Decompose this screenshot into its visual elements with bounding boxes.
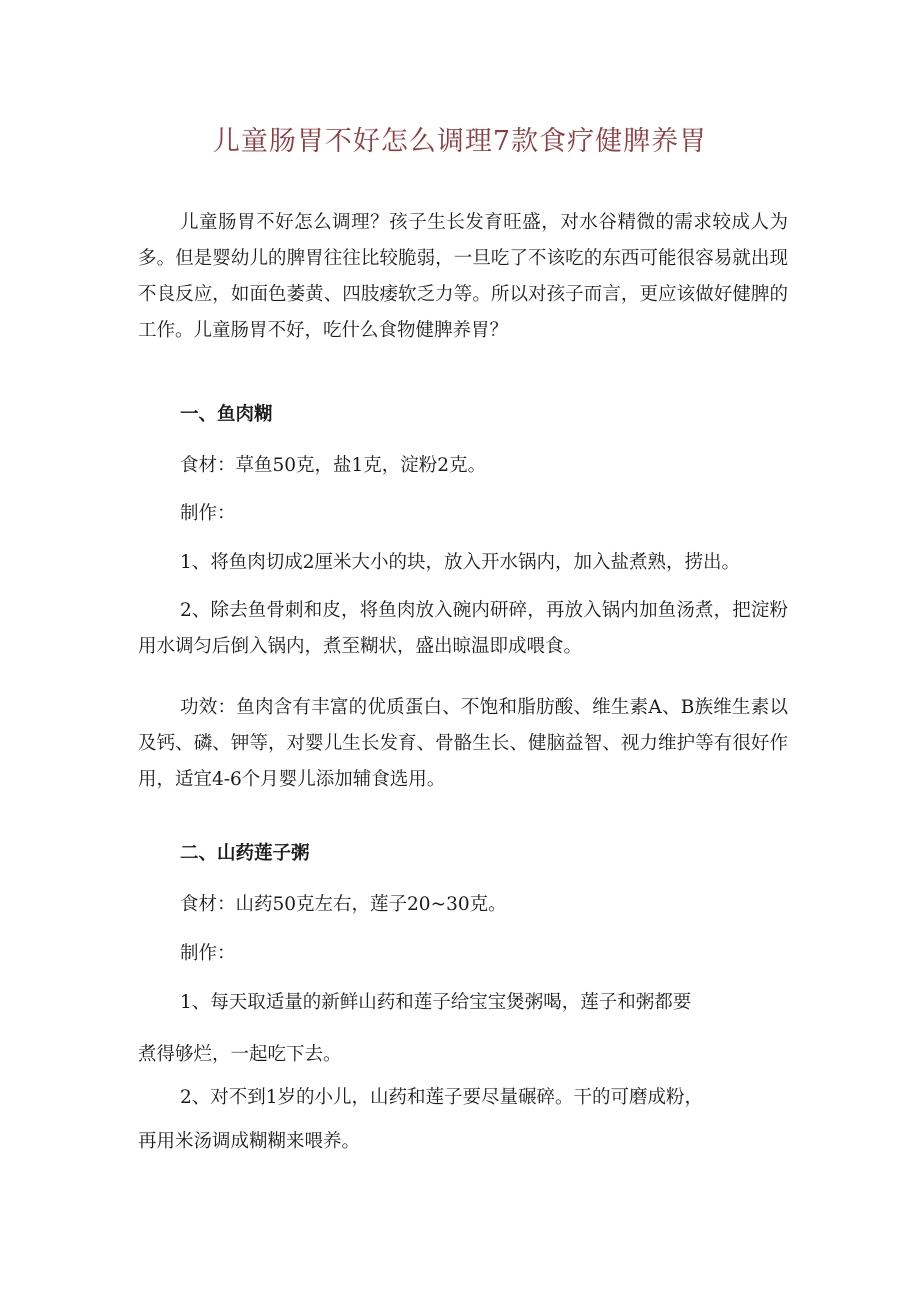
- section2-step2-line2: 再用米汤调成糊糊来喂养。: [138, 1131, 361, 1152]
- section2-method-label: 制作：: [180, 943, 236, 964]
- section1-ingredients: 食材：草鱼50克，盐1克，淀粉2克。: [180, 455, 487, 476]
- section1-method-label: 制作：: [180, 503, 236, 524]
- section1-step2: 2、除去鱼骨刺和皮，将鱼肉放入碗内研碎，再放入锅内加鱼汤煮，把淀粉用水调匀后倒入锅内，煮至糊状，盛出晾温即成喂食。: [138, 600, 788, 657]
- section1-step1: 1、将鱼肉切成2厘米大小的块，放入开水锅内，加入盐煮熟，捞出。: [180, 552, 741, 573]
- section2-step1-line2: 煮得够烂，一起吃下去。: [138, 1044, 342, 1065]
- section2-heading: 二、山药莲子粥: [180, 843, 310, 864]
- section2-step1-line1: 1、每天取适量的新鲜山药和莲子给宝宝煲粥喝，莲子和粥都要: [180, 992, 692, 1013]
- section1-effect: 功效：鱼肉含有丰富的优质蛋白、不饱和脂肪酸、维生素A、B族维生素以及钙、磷、钾等，对婴儿生长发育、骨骼生长、健脑益智、视力维护等有很好作用，适宜4-6个月婴儿添加辅食选用。: [138, 697, 788, 790]
- section2-ingredients: 食材：山药50克左右，莲子20~30克。: [180, 894, 507, 915]
- section1-heading: 一、鱼肉糊: [180, 404, 273, 425]
- document-title: 儿童肠胃不好怎么调理7款食疗健脾养胃: [212, 126, 708, 157]
- intro-paragraph: 儿童肠胃不好怎么调理？孩子生长发育旺盛，对水谷精微的需求较成人为多。但是婴幼儿的脾胃往往比较脆弱，一旦吃了不该吃的东西可能很容易就出现不良反应，如面色萎黄、四肢痿软乏力等。所以对孩子而言，更应该做好健脾的工作。儿童肠胃不好，吃什么食物健脾养胃？: [138, 212, 788, 341]
- section2-step2-line1: 2、对不到1岁的小儿，山药和莲子要尽量碾碎。干的可磨成粉，: [180, 1087, 704, 1108]
